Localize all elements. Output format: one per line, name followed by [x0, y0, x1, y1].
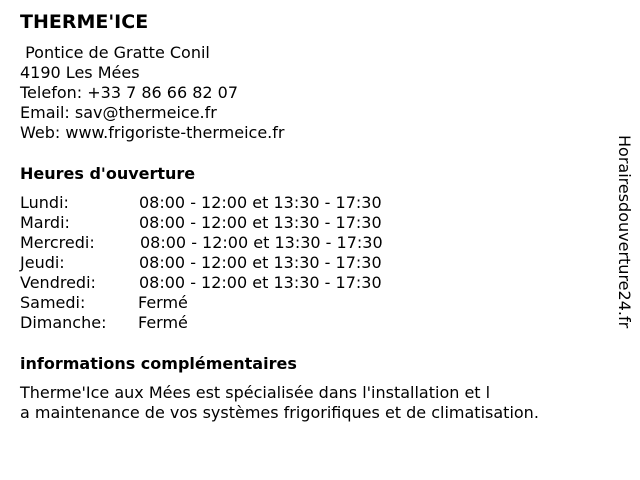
day-label: Lundi:	[20, 193, 69, 212]
day-label: Jeudi:	[20, 253, 65, 272]
day-label: Mercredi:	[20, 233, 95, 252]
time-value: 08:00 - 12:00 et 13:30 - 17:30	[139, 273, 382, 292]
phone-line: Telefon: +33 7 86 66 82 07	[20, 83, 239, 102]
site-watermark-label: Horairesdouverture24.fr	[615, 135, 634, 329]
business-name: THERME'ICE	[20, 11, 149, 33]
time-value: 08:00 - 12:00 et 13:30 - 17:30	[139, 253, 382, 272]
email-line: Email: sav@thermeice.fr	[20, 103, 217, 122]
day-label: Samedi:	[20, 293, 86, 312]
address-city: 4190 Les Mées	[20, 63, 140, 82]
day-label: Dimanche:	[20, 313, 107, 332]
day-label: Mardi:	[20, 213, 70, 232]
address-street: Pontice de Gratte Conil	[20, 43, 210, 62]
web-line: Web: www.frigoriste-thermeice.fr	[20, 123, 285, 142]
description-text	[20, 383, 600, 423]
contact-block	[20, 43, 284, 143]
time-value: 08:00 - 12:00 et 13:30 - 17:30	[140, 233, 383, 252]
additional-info-heading: informations complémentaires	[20, 354, 297, 373]
day-label: Vendredi:	[20, 273, 96, 292]
opening-hours-heading: Heures d'ouverture	[20, 164, 196, 183]
time-value: 08:00 - 12:00 et 13:30 - 17:30	[139, 193, 382, 212]
time-value: 08:00 - 12:00 et 13:30 - 17:30	[139, 213, 382, 232]
time-value: Fermé	[138, 293, 188, 312]
description-line-1: Therme'Ice aux Mées est spécialisée dans l'installation et l	[20, 383, 491, 402]
description-line-2: a maintenance de vos systèmes frigorifiques et de climatisation.	[20, 403, 539, 422]
time-value: Fermé	[138, 313, 188, 332]
